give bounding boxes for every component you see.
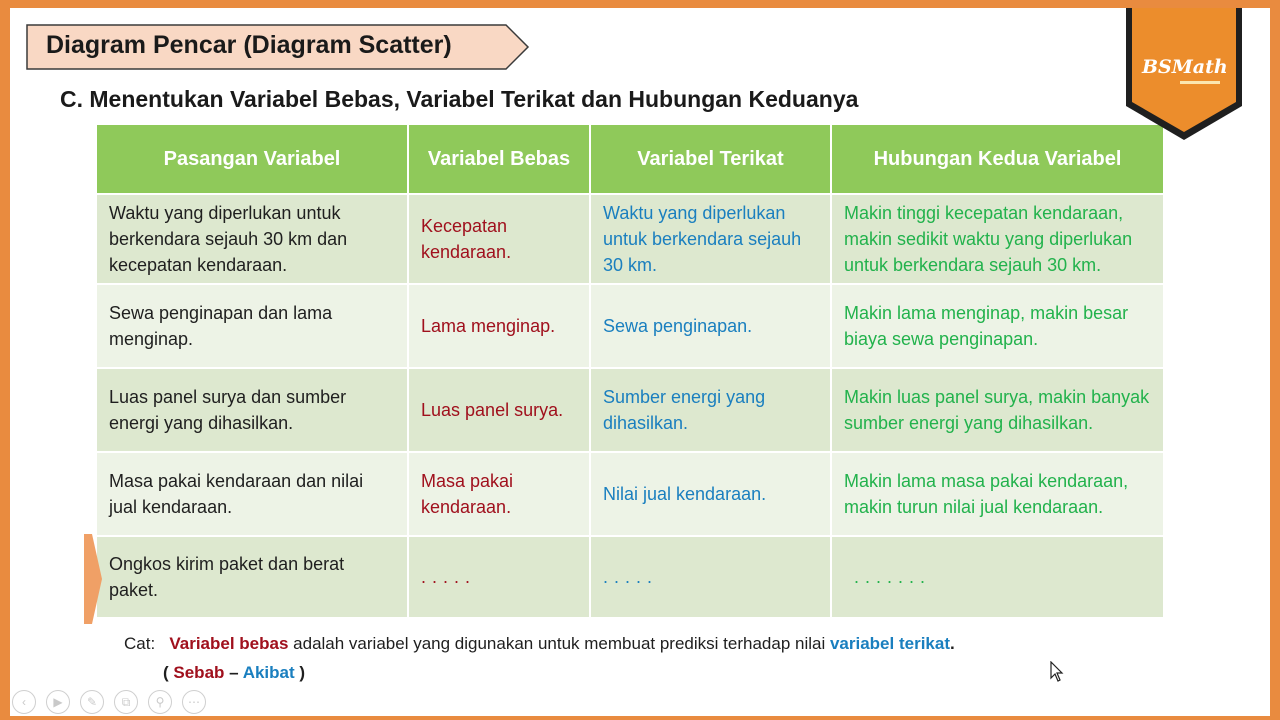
mouse-pointer-icon — [1050, 661, 1064, 688]
cell-hubungan: Makin luas panel surya, makin banyak sumber energi yang dihasilkan. — [831, 368, 1164, 452]
cell-bebas: Lama menginap. — [408, 284, 590, 368]
cell-terikat: Sumber energi yang dihasilkan. — [590, 368, 831, 452]
header-pasangan-variabel: Pasangan Variabel — [96, 124, 408, 194]
table-row — [96, 452, 1164, 536]
cell-terikat: Nilai jual kendaraan. — [590, 452, 831, 536]
cell-pair: Sewa penginapan dan lama menginap. — [96, 284, 408, 368]
note-term-bebas: Variabel bebas — [169, 634, 289, 653]
blank-dots: ..... — [603, 567, 659, 587]
paren-open: ( — [163, 663, 174, 682]
cell-bebas: Masa pakai kendaraan. — [408, 452, 590, 536]
blank-dots: ..... — [421, 567, 477, 587]
more-icon[interactable]: ⋯ — [182, 690, 206, 714]
play-icon[interactable]: ▶ — [46, 690, 70, 714]
cell-hubungan: Makin lama masa pakai kendaraan, makin turun nilai jual kendaraan. — [831, 452, 1164, 536]
cell-hubungan: Makin lama menginap, makin besar biaya sewa penginapan. — [831, 284, 1164, 368]
cell-hubungan — [831, 536, 1164, 618]
header-variabel-terikat: Variabel Terikat — [590, 124, 831, 194]
note-line — [124, 634, 955, 654]
title-banner — [26, 24, 530, 70]
copy-icon[interactable]: ⧉ — [114, 690, 138, 714]
logo-underline — [1180, 81, 1220, 84]
note-cause-effect — [163, 663, 305, 683]
table-header-row — [96, 124, 1164, 194]
cell-bebas — [408, 536, 590, 618]
cell-bebas: Kecepatan kendaraan. — [408, 194, 590, 284]
paren-close: ) — [294, 663, 306, 682]
cell-bebas: Luas panel surya. — [408, 368, 590, 452]
cell-pair: Ongkos kirim paket dan berat paket. — [96, 536, 408, 618]
table-row — [96, 536, 1164, 618]
cell-hubungan: Makin tinggi kecepatan kendaraan, makin sedikit waktu yang diperlukan untuk berkendara sejauh 30 km. — [831, 194, 1164, 284]
blank-dots: ....... — [854, 567, 932, 587]
header-hubungan: Hubungan Kedua Variabel — [831, 124, 1164, 194]
note-end: . — [949, 634, 955, 653]
back-icon[interactable]: ‹ — [12, 690, 36, 714]
cell-pair: Masa pakai kendaraan dan nilai jual kendaraan. — [96, 452, 408, 536]
variable-table — [95, 123, 1165, 619]
note-akibat: Akibat — [242, 663, 295, 682]
section-heading: C. Menentukan Variabel Bebas, Variabel Terikat dan Hubungan Keduanya — [60, 86, 859, 112]
note-prefix: Cat: — [124, 634, 156, 653]
slide-title: Diagram Pencar (Diagram Scatter) — [46, 31, 452, 59]
note-sebab: Sebab — [173, 663, 225, 682]
note-dash: – — [224, 663, 243, 682]
pen-icon[interactable]: ✎ — [80, 690, 104, 714]
cell-pair: Luas panel surya dan sumber energi yang dihasilkan. — [96, 368, 408, 452]
table-row — [96, 194, 1164, 284]
cell-terikat — [590, 536, 831, 618]
cell-pair: Waktu yang diperlukan untuk berkendara sejauh 30 km dan kecepatan kendaraan. — [96, 194, 408, 284]
header-variabel-bebas: Variabel Bebas — [408, 124, 590, 194]
table-row — [96, 368, 1164, 452]
note-term-terikat: variabel terikat — [829, 634, 950, 653]
slideshow-toolbar — [12, 690, 206, 716]
zoom-icon[interactable]: ⚲ — [148, 690, 172, 714]
note-middle: adalah variabel yang digunakan untuk membuat prediksi terhadap nilai — [288, 634, 830, 653]
cell-terikat: Waktu yang diperlukan untuk berkendara sejauh 30 km. — [590, 194, 831, 284]
table-row — [96, 284, 1164, 368]
cell-terikat: Sewa penginapan. — [590, 284, 831, 368]
logo-text: BSMath — [1142, 56, 1228, 78]
current-row-marker — [84, 534, 104, 624]
bsmath-logo — [1126, 8, 1242, 142]
